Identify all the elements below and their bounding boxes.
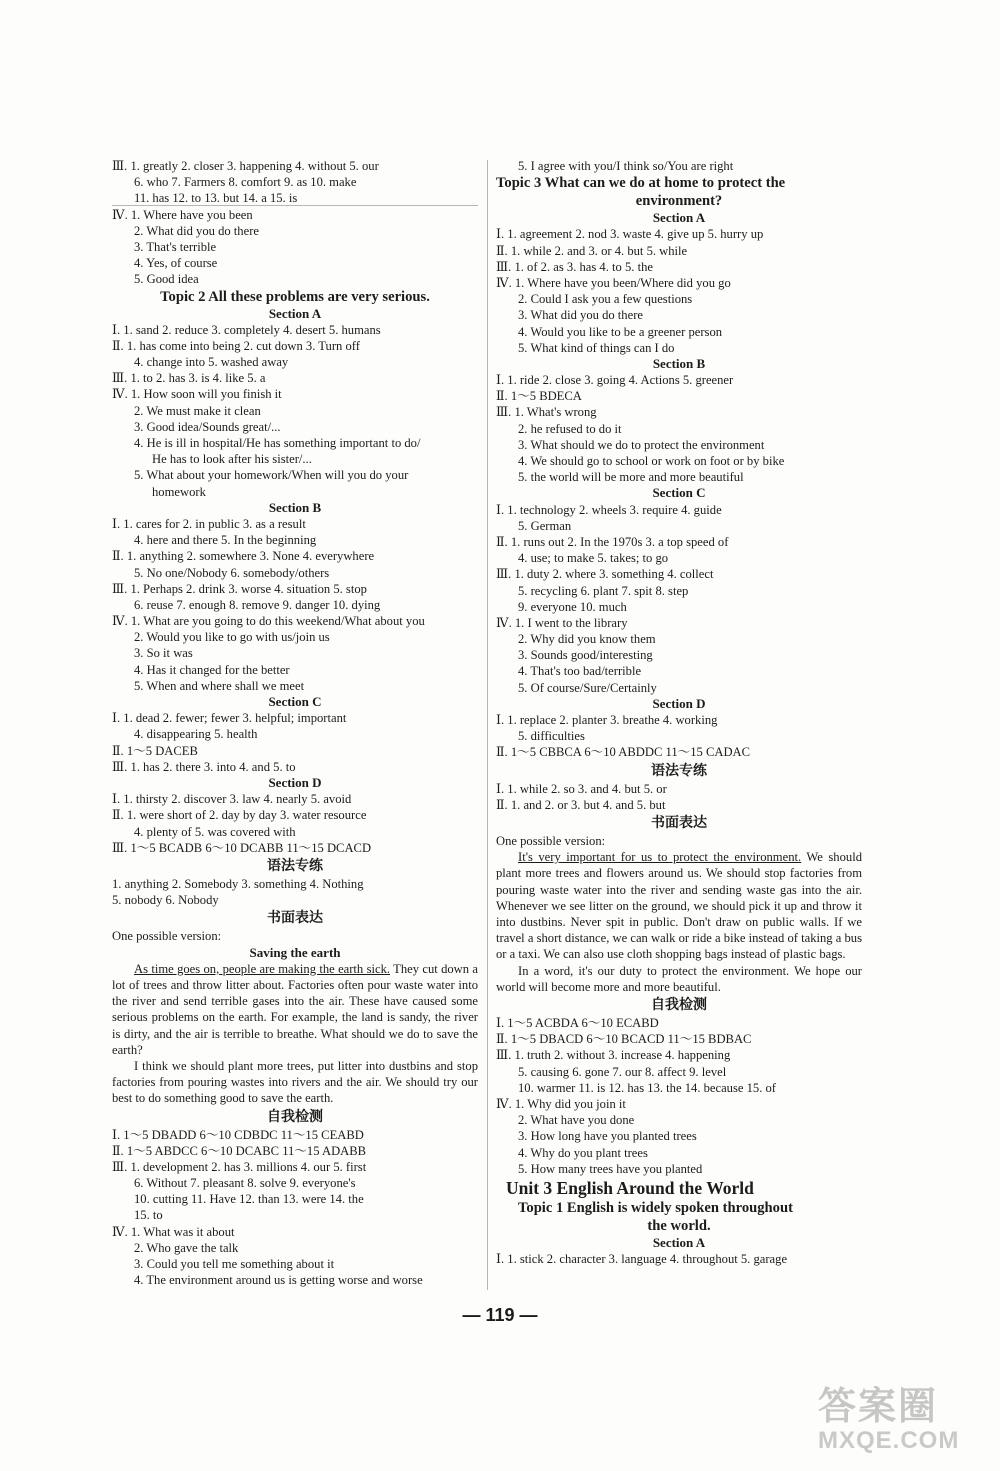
left-essay-text-1: They cut down a lot of trees and throw litter about. Factories often pour waste water into the river and send terrible gases into the air. These have caused some serious problems on the earth. For example, the land is sandy, the river is dirty, and the air is terrible to breathe. What should we do to save the earth?: [112, 961, 479, 1057]
answer-line: Ⅳ. 1. How soon will you finish it: [112, 387, 282, 402]
answer-line: Ⅱ. 1. has come into being 2. cut down 3. Turn off: [112, 338, 360, 353]
answer-line: 5. Of course/Sure/Certainly: [518, 680, 657, 695]
answer-line: Ⅱ. 1～5 BDECA: [496, 389, 582, 404]
answer-line: Ⅰ. 1. stick 2. character 3. language 4. throughout 5. garage: [496, 1252, 788, 1267]
answer-line: 4. That's too bad/terrible: [518, 664, 642, 679]
answer-line: 自我检测: [651, 997, 707, 1014]
answer-line: Ⅰ. 1～5 DBADD 6～10 CDBDC 11～15 CEABD: [112, 1127, 364, 1142]
answer-line: 3. That's terrible: [134, 239, 217, 254]
answer-line: Section A: [652, 1234, 706, 1250]
answer-line: 4. Yes, of course: [134, 256, 218, 271]
answer-line: Ⅱ. 1～5 DACEB: [112, 743, 198, 758]
left-column: [112, 158, 478, 1288]
answer-line: Section B: [652, 355, 706, 371]
answer-line: 2. he refused to do it: [518, 421, 622, 436]
answer-line: Ⅳ. 1. Why did you join it: [496, 1096, 626, 1111]
answer-line: Ⅰ. 1. agreement 2. nod 3. waste 4. give up 5. hurry up: [496, 227, 764, 242]
right-essay-underlined-sentence: It's very important for us to protect the environment.: [518, 850, 802, 865]
answer-line: Ⅱ. 1～5 ABDCC 6～10 DCABC 11～15 ADABB: [112, 1143, 367, 1158]
answer-line: Section B: [268, 499, 322, 515]
answer-line: 5. causing 6. gone 7. our 8. affect 9. level: [518, 1064, 727, 1079]
answer-line: Section C: [652, 485, 706, 501]
right-self-check-lines: [496, 995, 862, 1267]
answer-line: Ⅲ. 1. of 2. as 3. has 4. to 5. the: [496, 259, 653, 274]
answer-line: Ⅲ. 1. greatly 2. closer 3. happening 4. without 5. our: [112, 159, 379, 173]
answer-line: Ⅰ. 1. sand 2. reduce 3. completely 4. desert 5. humans: [112, 322, 381, 337]
answer-line: 2. Who gave the talk: [134, 1240, 239, 1255]
answer-line: 5. recycling 6. plant 7. spit 8. step: [518, 583, 689, 598]
answer-line: 10. cutting 11. Have 12. than 13. were 14. the: [134, 1192, 364, 1207]
answer-line: Ⅱ. 1. while 2. and 3. or 4. but 5. while: [496, 243, 688, 258]
answer-line: 2. Would you like to go with us/join us: [134, 630, 330, 645]
answer-line: 11. has 12. to 13. but 14. a 15. is: [134, 191, 298, 206]
answer-line: 5. German: [518, 518, 572, 533]
watermark-logo: [818, 1384, 988, 1462]
answer-line: Ⅰ. 1. dead 2. fewer; fewer 3. helpful; important: [112, 711, 347, 726]
answer-line: 5. the world will be more and more beautiful: [518, 470, 744, 485]
answer-line: Ⅰ. 1. replace 2. planter 3. breathe 4. working: [496, 713, 718, 728]
right-column: [496, 158, 862, 1267]
answer-line: Ⅳ. 1. What was it about: [112, 1224, 235, 1239]
answer-line: 4. here and there 5. In the beginning: [134, 533, 317, 548]
answer-line: Ⅲ. 1. to 2. has 3. is 4. like 5. a: [112, 371, 266, 386]
answer-line: Section A: [268, 305, 322, 321]
answer-line: 3. Good idea/Sounds great/...: [134, 419, 281, 434]
answer-line: Ⅲ. 1. development 2. has 3. millions 4. our 5. first: [112, 1159, 367, 1174]
answer-line: 4. plenty of 5. was covered with: [134, 824, 296, 839]
answer-line: 5. How many trees have you planted: [518, 1161, 703, 1176]
answer-line: 1. anything 2. Somebody 3. something 4. Nothing: [112, 876, 364, 891]
answer-line: Section D: [268, 774, 322, 790]
answer-line: 5. When and where shall we meet: [134, 678, 305, 693]
answer-line: the world.: [647, 1217, 711, 1234]
answer-line: Ⅱ. 1. and 2. or 3. but 4. and 5. but: [496, 797, 666, 812]
answer-line: 10. warmer 11. is 12. has 13. the 14. because 15. of: [518, 1080, 776, 1095]
answer-line: Topic 3 What can we do at home to protect the: [496, 175, 786, 192]
answer-line: 6. who 7. Farmers 8. comfort 9. as 10. make: [134, 175, 357, 190]
answer-line: 3. So it was: [134, 646, 193, 661]
answer-line: Ⅱ. 1～5 CBBCA 6～10 ABDDC 11～15 CADAC: [496, 745, 751, 760]
answer-line: 9. everyone 10. much: [518, 599, 627, 614]
answer-line: 书面表达: [267, 910, 323, 927]
right-essay-paragraph-2: In a word, it's our duty to protect the environment. We hope our world will become more and more beautiful.: [496, 963, 862, 994]
answer-line: 3. Sounds good/interesting: [518, 648, 653, 663]
right-answer-lines: [496, 158, 862, 849]
answer-line: Section D: [652, 695, 706, 711]
answer-line: 4. use; to make 5. takes; to go: [518, 551, 669, 566]
answer-line: He has to look after his sister/...: [152, 452, 312, 467]
right-essay-paragraph-1: [496, 849, 862, 962]
answer-line: 3. How long have you planted trees: [518, 1129, 697, 1144]
answer-line: Ⅲ. 1. duty 2. where 3. something 4. collect: [496, 567, 714, 582]
answer-line: 3. What did you do there: [518, 308, 643, 323]
answer-line: 3. Could you tell me something about it: [134, 1257, 335, 1272]
answer-line: Ⅲ. 1. truth 2. without 3. increase 4. happening: [496, 1048, 731, 1063]
answer-line: Ⅳ. 1. Where have you been/Where did you go: [496, 275, 731, 290]
answer-line: homework: [152, 484, 206, 499]
answer-line: Ⅰ. 1. while 2. so 3. and 4. but 5. or: [496, 781, 667, 796]
answer-line: Section C: [268, 694, 322, 710]
answer-line: 4. Has it changed for the better: [134, 662, 290, 677]
answer-line: 4. The environment around us is getting worse and worse: [134, 1273, 423, 1288]
answer-line: Ⅲ. 1. has 2. there 3. into 4. and 5. to: [112, 759, 296, 774]
answer-line: Ⅲ. 1. Perhaps 2. drink 3. worse 4. situation 5. stop: [112, 581, 367, 596]
answer-line: Ⅰ. 1. ride 2. close 3. going 4. Actions 5. greener: [496, 373, 734, 388]
answer-line: Ⅰ. 1. cares for 2. in public 3. as a result: [112, 516, 306, 531]
answer-line: Ⅳ. 1. What are you going to do this weekend/What about you: [112, 614, 425, 629]
answer-line: 2. Could I ask you a few questions: [518, 292, 693, 307]
answer-line: 语法专练: [651, 762, 707, 779]
answer-line: Unit 3 English Around the World: [506, 1177, 754, 1198]
answer-line: 5. What about your homework/When will you do your: [134, 468, 409, 483]
left-answer-lines: [112, 158, 478, 961]
left-essay-paragraph-1: [112, 961, 478, 1058]
answer-line: 语法专练: [267, 857, 323, 874]
answer-line: Ⅳ. 1. I went to the library: [496, 615, 628, 630]
answer-line: 3. What should we do to protect the environment: [518, 437, 765, 452]
left-essay-underlined-sentence: As time goes on, people are making the earth sick.: [134, 961, 391, 976]
answer-line: Ⅰ. 1. technology 2. wheels 3. require 4. guide: [496, 502, 722, 517]
answer-line: 15. to: [134, 1208, 163, 1223]
answer-line: Ⅳ. 1. Where have you been: [112, 207, 253, 222]
right-essay-text-1: We should plant more trees and flowers around us. We should stop factories from pouring waste water into the river and sending waste gas into the air. Whenever we see litter on the ground, we should pick it up and throw it into dustbins. Never spit in public. Don't draw on public walls. If we travel a short distance, we can walk or ride a bike instead of taking a bus or a taxi. We can also use cloth shopping bags instead of plastic bags.: [496, 850, 862, 962]
answer-line: 5. No one/Nobody 6. somebody/others: [134, 565, 330, 580]
column-divider: [487, 160, 488, 1290]
answer-line: environment?: [635, 193, 723, 210]
answer-line: 2. What did you do there: [134, 223, 259, 238]
watermark-text-cn: 答案圈: [818, 1384, 939, 1428]
answer-line: 4. disappearing 5. health: [134, 727, 258, 742]
answer-line: 4. change into 5. washed away: [134, 355, 289, 370]
answer-line: Topic 2 All these problems are very serious.: [160, 288, 430, 305]
answer-line: Ⅲ. 1～5 BCADB 6～10 DCABB 11～15 DCACD: [112, 840, 372, 855]
answer-line: 5. I agree with you/I think so/You are right: [518, 159, 734, 173]
answer-line: Ⅱ. 1～5 DBACD 6～10 BCACD 11～15 BDBAC: [496, 1032, 752, 1047]
answer-line: 6. reuse 7. enough 8. remove 9. danger 10. dying: [134, 597, 381, 612]
answer-line: Ⅲ. 1. What's wrong: [496, 405, 597, 420]
page-number: — 119 —: [462, 1305, 538, 1325]
answer-line: 自我检测: [267, 1108, 323, 1125]
answer-line: Ⅱ. 1. runs out 2. In the 1970s 3. a top speed of: [496, 534, 729, 549]
answer-line: 2. What have you done: [518, 1113, 635, 1128]
answer-line: Topic 1 English is widely spoken throughout: [518, 1199, 793, 1216]
answer-line: 5. Good idea: [134, 272, 199, 287]
answer-line: 2. Why did you know them: [518, 632, 656, 647]
answer-line: 4. Why do you plant trees: [518, 1145, 648, 1160]
left-self-check-lines: [112, 1107, 478, 1289]
answer-line: 5. difficulties: [518, 729, 585, 744]
answer-line: 5. nobody 6. Nobody: [112, 893, 219, 908]
answer-line: 5. What kind of things can I do: [518, 340, 675, 355]
answer-line: 2. We must make it clean: [134, 403, 261, 418]
answer-line: 4. He is ill in hospital/He has something important to do/: [134, 436, 421, 451]
answer-line: 6. Without 7. pleasant 8. solve 9. everyone's: [134, 1176, 356, 1191]
answer-line: 书面表达: [651, 815, 707, 831]
watermark-text-url: MXQE.COM: [818, 1427, 960, 1454]
answer-line: Ⅱ. 1. were short of 2. day by day 3. water resource: [112, 808, 367, 823]
answer-line: Ⅱ. 1. anything 2. somewhere 3. None 4. everywhere: [112, 549, 375, 564]
answer-line: Section A: [652, 210, 706, 226]
answer-line: One possible version:: [112, 929, 222, 944]
answer-line: 4. We should go to school or work on foot or by bike: [518, 454, 785, 469]
answer-line: Ⅰ. 1. thirsty 2. discover 3. law 4. nearly 5. avoid: [112, 792, 352, 807]
answer-line: One possible version:: [496, 834, 606, 848]
left-essay-paragraph-2: I think we should plant more trees, put litter into dustbins and stop factories from pouring wastes into rivers and the air. We should try our best to do something good to save the earth.: [112, 1058, 478, 1106]
answer-line: 4. Would you like to be a greener person: [518, 324, 723, 339]
answer-line: Saving the earth: [249, 944, 341, 960]
answer-line: Ⅰ. 1～5 ACBDA 6～10 ECABD: [496, 1016, 659, 1031]
